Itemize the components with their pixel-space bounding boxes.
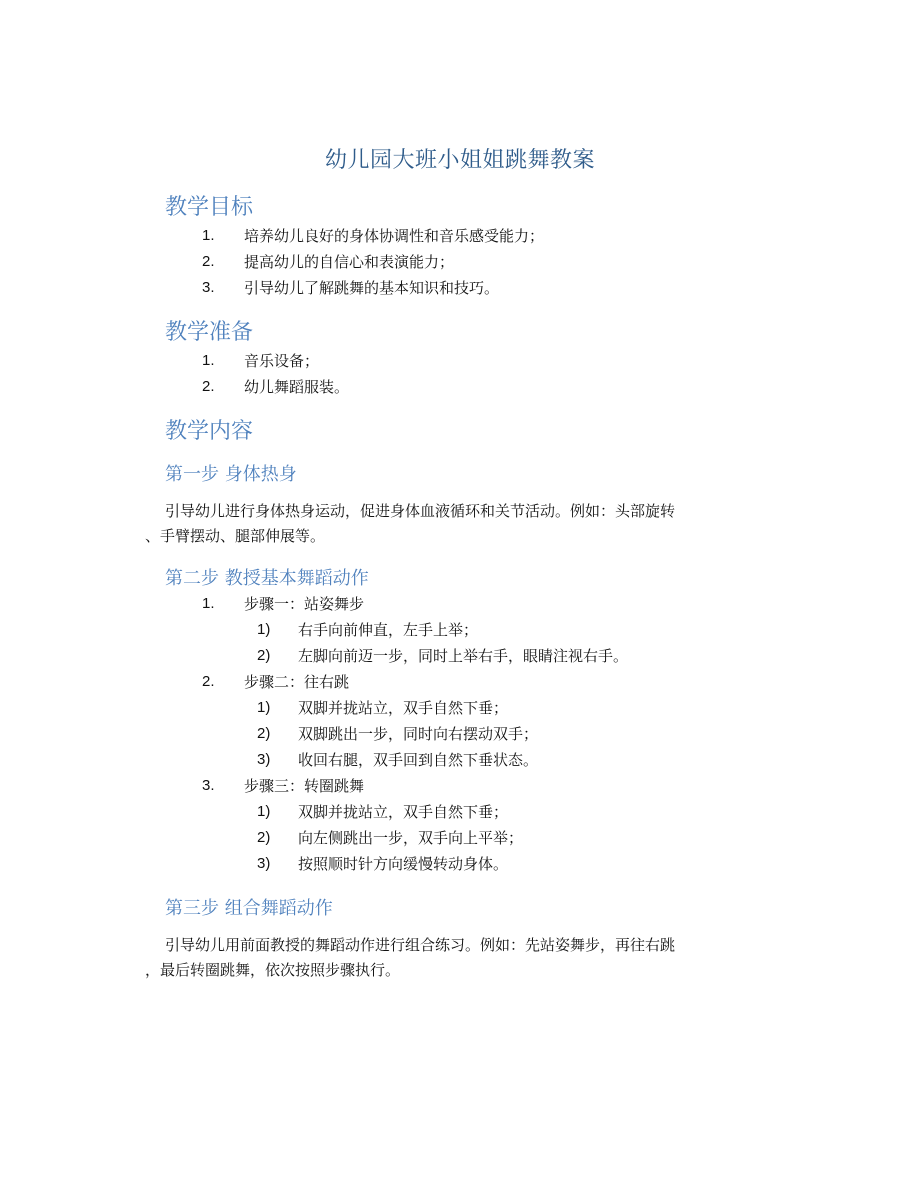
sublist-number: 2) <box>257 725 271 742</box>
sublist-item: 收回右腿，双手回到自然下垂状态。 <box>298 751 539 769</box>
heading-step3: 第三步 组合舞蹈动作 <box>165 898 333 919</box>
heading-step1: 第一步 身体热身 <box>165 464 297 485</box>
list-number: 1. <box>202 352 215 369</box>
list-item: 培养幼儿良好的身体协调性和音乐感受能力； <box>244 227 545 245</box>
heading-step2: 第二步 教授基本舞蹈动作 <box>165 568 369 589</box>
list-item: 步骤三：转圈跳舞 <box>244 777 365 795</box>
paragraph-step1 <box>145 499 785 549</box>
document-title: 幼儿园大班小姐姐跳舞教案 <box>324 148 595 173</box>
list-item: 幼儿舞蹈服装。 <box>244 378 350 396</box>
paragraph-line: 引导幼儿进行身体热身运动，促进身体血液循环和关节活动。例如：头部旋转 <box>165 502 676 520</box>
paragraph-line: 引导幼儿用前面教授的舞蹈动作进行组合练习。例如：先站姿舞步，再往右跳 <box>165 936 676 954</box>
sublist-item: 双脚跳出一步，同时向右摆动双手； <box>298 725 539 743</box>
list-number: 1. <box>202 227 215 244</box>
list-item: 音乐设备； <box>244 352 320 370</box>
list-number: 2. <box>202 673 215 690</box>
sublist-item: 双脚并拢站立，双手自然下垂； <box>298 699 509 717</box>
list-number: 3. <box>202 777 215 794</box>
list-item: 步骤二：往右跳 <box>244 673 350 691</box>
heading-objectives: 教学目标 <box>165 195 254 220</box>
list-item: 提高幼儿的自信心和表演能力； <box>244 253 455 271</box>
heading-preparation: 教学准备 <box>165 320 254 345</box>
sublist-number: 2) <box>257 829 271 846</box>
sublist-number: 1) <box>257 699 271 716</box>
list-number: 3. <box>202 279 215 296</box>
list-number: 2. <box>202 378 215 395</box>
paragraph-line: 、手臂摆动、腿部伸展等。 <box>145 527 326 545</box>
sublist-item: 左脚向前迈一步，同时上举右手，眼睛注视右手。 <box>298 647 629 665</box>
list-item: 引导幼儿了解跳舞的基本知识和技巧。 <box>244 279 500 297</box>
sublist-item: 双脚并拢站立，双手自然下垂； <box>298 803 509 821</box>
sublist-number: 3) <box>257 751 271 768</box>
paragraph-step3 <box>145 933 785 983</box>
sublist-item: 向左侧跳出一步，双手向上平举； <box>298 829 524 847</box>
sublist-number: 3) <box>257 855 271 872</box>
list-number: 1. <box>202 595 215 612</box>
sublist-item: 按照顺时针方向缓慢转动身体。 <box>298 855 509 873</box>
list-number: 2. <box>202 253 215 270</box>
sublist-item: 右手向前伸直，左手上举； <box>298 621 479 639</box>
paragraph-line: ，最后转圈跳舞，依次按照步骤执行。 <box>145 961 401 979</box>
sublist-number: 1) <box>257 621 271 638</box>
sublist-number: 2) <box>257 647 271 664</box>
sublist-number: 1) <box>257 803 271 820</box>
heading-content: 教学内容 <box>165 419 254 444</box>
list-item: 步骤一：站姿舞步 <box>244 595 365 613</box>
